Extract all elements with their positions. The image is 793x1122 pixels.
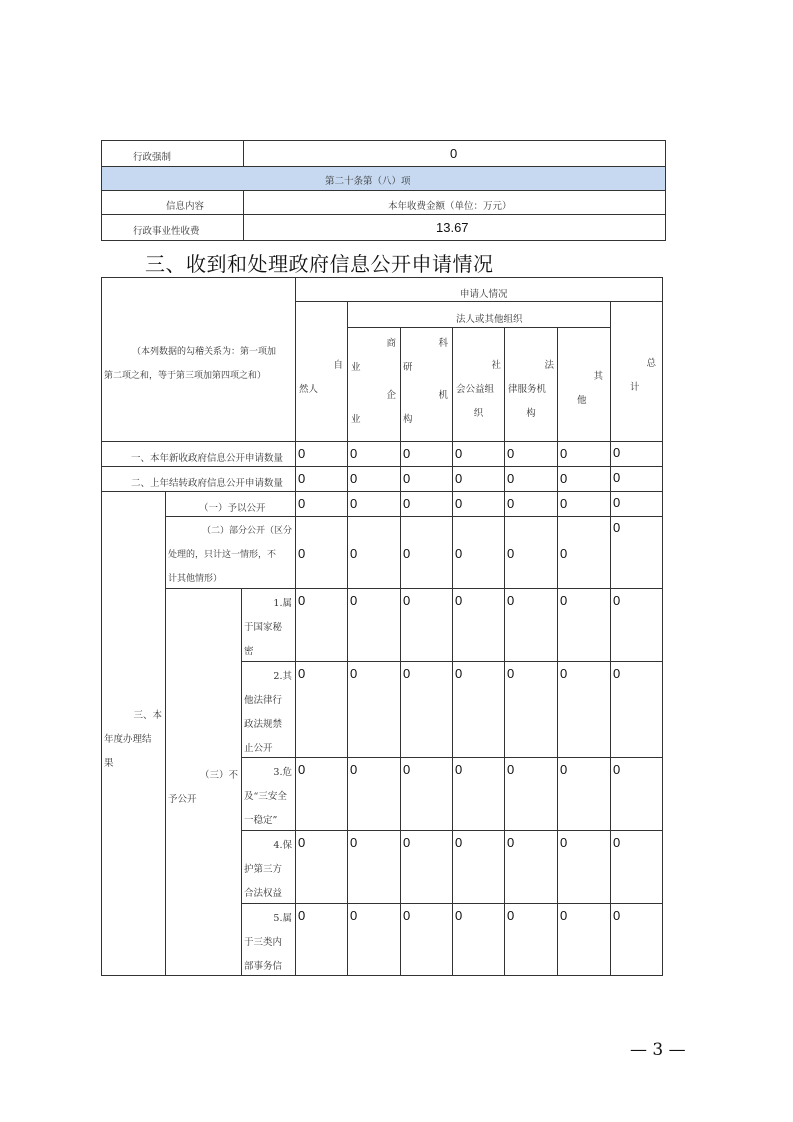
applicant-header: 申请人情况 <box>460 289 508 300</box>
value-cell: 0 <box>350 835 358 850</box>
value-cell: 0 <box>403 446 411 461</box>
row-label-not-open-group <box>168 764 238 812</box>
col-text: 研 <box>403 362 413 373</box>
col-text: 计 <box>630 382 640 393</box>
label-line: 一稳定” <box>244 815 278 826</box>
value-cell: 0 <box>403 546 411 561</box>
corner-note-line2: 第二项之和，等于第三项加第四项之和） <box>104 371 267 381</box>
value-cell: 0 <box>507 835 515 850</box>
value-cell: 0 <box>613 908 621 923</box>
label-line: 三、本 <box>133 710 162 721</box>
value-cell: 0 <box>455 666 463 681</box>
label-line: 合法权益 <box>244 888 283 899</box>
value-cell: 0 <box>403 762 411 777</box>
col-text: 总 <box>646 358 656 369</box>
label-line: 政法规禁 <box>244 719 283 730</box>
value-cell: 0 <box>298 908 306 923</box>
col-text: 织 <box>473 408 484 419</box>
value-cell: 0 <box>560 666 568 681</box>
row-label-state-secret <box>244 592 292 664</box>
value-cell: 0 <box>613 495 621 510</box>
value-cell: 0 <box>507 546 515 561</box>
value-cell: 0 <box>613 445 621 460</box>
value-cell: 0 <box>350 908 358 923</box>
value-cell: 0 <box>560 593 568 608</box>
value-cell: 0 <box>455 762 463 777</box>
row-label-disclosed: （一）予以公开 <box>199 503 266 514</box>
value-cell: 0 <box>560 835 568 850</box>
value-cell: 0 <box>507 471 515 486</box>
label-line: 4.保 <box>273 840 292 851</box>
fee-header-value: 本年收费金额（单位：万元） <box>388 201 512 212</box>
label-line: （三）不 <box>199 770 238 781</box>
col-text: 企 <box>386 390 396 401</box>
col-text: 商 <box>386 338 396 349</box>
row-label-carryover-requests: 二、上年结转政府信息公开申请数量 <box>131 478 284 489</box>
label-line: 于三类内 <box>244 937 283 948</box>
value-cell: 0 <box>507 666 515 681</box>
fee-row2-label: 行政事业性收费 <box>133 226 200 237</box>
col-text: 社 <box>491 360 501 371</box>
legal-entity-header: 法人或其他组织 <box>456 314 523 325</box>
fee-row2-value: 13.67 <box>436 220 469 235</box>
value-cell: 0 <box>455 908 463 923</box>
value-cell: 0 <box>298 471 306 486</box>
col-text: 他 <box>577 395 587 406</box>
value-cell: 0 <box>613 762 621 777</box>
value-cell: 0 <box>613 666 621 681</box>
value-cell: 0 <box>613 520 621 535</box>
col-text: 会公益组 <box>456 384 495 395</box>
label-line: 护第三方 <box>244 864 283 875</box>
value-cell: 0 <box>455 446 463 461</box>
label-line: 1.属 <box>273 598 292 609</box>
value-cell: 0 <box>298 446 306 461</box>
value-cell: 0 <box>350 546 358 561</box>
col-public-welfare <box>456 354 501 426</box>
value-cell: 0 <box>455 546 463 561</box>
col-legal-service <box>508 354 554 426</box>
label-line: （二）部分公开（区分 <box>201 526 292 536</box>
value-cell: 0 <box>403 666 411 681</box>
label-line: 于国家秘 <box>244 622 283 633</box>
value-cell: 0 <box>298 496 306 511</box>
value-cell: 0 <box>560 471 568 486</box>
col-text: 构 <box>403 414 413 425</box>
label-line: 他法律行 <box>244 695 283 706</box>
value-cell: 0 <box>507 762 515 777</box>
value-cell: 0 <box>507 496 515 511</box>
col-text: 自 <box>333 360 343 371</box>
label-line: 处理的，只计这一情形，不 <box>168 550 277 560</box>
value-cell: 0 <box>613 835 621 850</box>
value-cell: 0 <box>507 908 515 923</box>
section-title: 三、收到和处理政府信息公开申请情况 <box>145 252 494 276</box>
value-cell: 0 <box>350 471 358 486</box>
fee-header-label: 信息内容 <box>166 201 205 212</box>
value-cell: 0 <box>298 546 306 561</box>
value-cell: 0 <box>560 908 568 923</box>
label-line: 5.属 <box>273 913 292 924</box>
label-line: 计其他情形） <box>168 574 223 584</box>
value-cell: 0 <box>507 593 515 608</box>
value-cell: 0 <box>298 666 306 681</box>
col-text: 机 <box>438 390 448 401</box>
row-label-internal-affairs <box>244 907 292 979</box>
corner-note-line1: （本列数据的勾稽关系为：第一项加 <box>132 347 277 357</box>
label-line: 止公开 <box>244 743 273 754</box>
value-cell: 0 <box>403 496 411 511</box>
col-text: 构 <box>526 408 536 419</box>
value-cell: 0 <box>403 593 411 608</box>
col-text: 然人 <box>299 384 319 395</box>
col-text: 法 <box>544 360 554 371</box>
col-other <box>561 365 603 413</box>
value-cell: 0 <box>613 470 621 485</box>
label-line: 予公开 <box>168 794 197 805</box>
value-cell: 0 <box>298 762 306 777</box>
fee-section-header: 第二十条第（八）项 <box>325 176 411 187</box>
row-label-partial <box>168 519 292 591</box>
row-label-three-security <box>244 761 292 833</box>
value-cell: 0 <box>350 446 358 461</box>
col-text: 业 <box>351 362 361 373</box>
value-cell: 0 <box>560 762 568 777</box>
fee-row1-value: 0 <box>450 146 458 161</box>
col-text: 科 <box>438 338 448 349</box>
value-cell: 0 <box>455 593 463 608</box>
fee-row1-label: 行政强制 <box>133 152 172 163</box>
value-cell: 0 <box>350 593 358 608</box>
page-number: — 3 — <box>630 1040 686 1060</box>
row-label-result-group <box>104 704 162 776</box>
row-label-third-party <box>244 834 292 906</box>
value-cell: 0 <box>613 593 621 608</box>
value-cell: 0 <box>507 446 515 461</box>
col-text: 其 <box>593 371 603 382</box>
value-cell: 0 <box>403 471 411 486</box>
value-cell: 0 <box>560 446 568 461</box>
col-total <box>614 352 656 400</box>
col-text: 业 <box>351 414 361 425</box>
value-cell: 0 <box>350 496 358 511</box>
value-cell: 0 <box>455 496 463 511</box>
value-cell: 0 <box>560 546 568 561</box>
col-text: 律服务机 <box>508 384 547 395</box>
value-cell: 0 <box>455 471 463 486</box>
col-commercial <box>351 332 396 432</box>
value-cell: 0 <box>350 762 358 777</box>
col-research <box>403 332 448 432</box>
row-label-law-prohibited <box>244 665 292 761</box>
label-line: 部事务信 <box>244 961 283 972</box>
value-cell: 0 <box>455 835 463 850</box>
value-cell: 0 <box>298 593 306 608</box>
row-label-new-requests: 一、本年新收政府信息公开申请数量 <box>131 453 284 464</box>
value-cell: 0 <box>403 835 411 850</box>
value-cell: 0 <box>298 835 306 850</box>
label-line: 及“三安全 <box>244 791 287 802</box>
label-line: 3.危 <box>273 767 292 778</box>
label-line: 密 <box>244 646 254 657</box>
value-cell: 0 <box>560 496 568 511</box>
col-natural-person <box>299 354 343 402</box>
label-line: 果 <box>104 758 114 769</box>
label-line: 年度办理结 <box>104 734 152 745</box>
label-line: 2.其 <box>273 671 292 682</box>
value-cell: 0 <box>350 666 358 681</box>
value-cell: 0 <box>403 908 411 923</box>
